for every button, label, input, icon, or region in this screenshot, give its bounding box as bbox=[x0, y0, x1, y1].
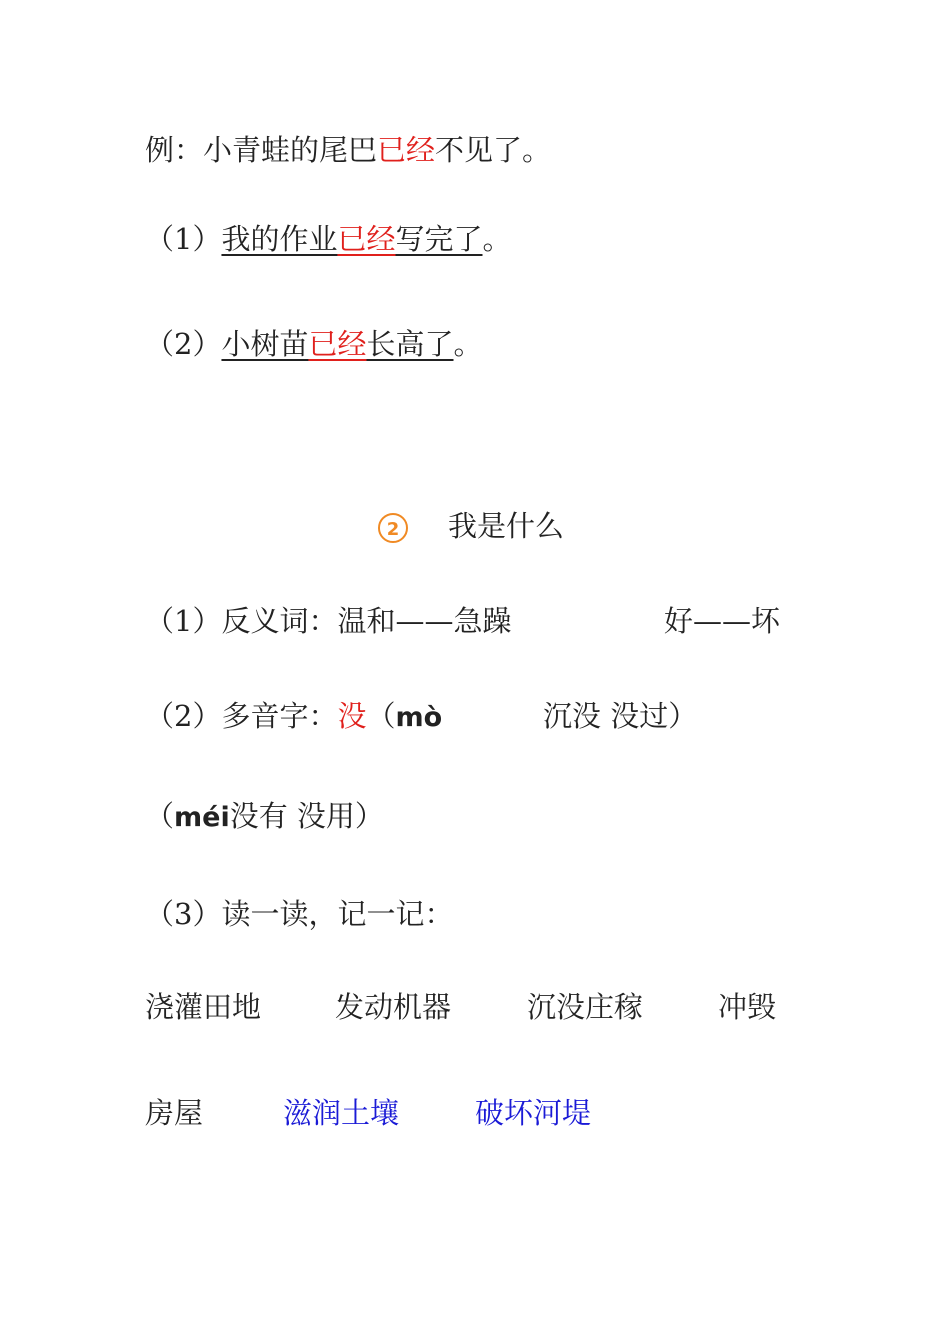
antonym-pair-2: 好——坏 bbox=[664, 604, 781, 638]
reading-word: 房屋 bbox=[145, 1096, 204, 1130]
example-suffix: 不见了。 bbox=[435, 133, 552, 167]
sentence-2-end: 。 bbox=[453, 327, 483, 361]
example-keyword: 已经 bbox=[377, 133, 436, 167]
reading-word: 冲毁 bbox=[718, 990, 777, 1024]
polyphone-line-2 bbox=[145, 799, 384, 834]
reading-word: 发动机器 bbox=[335, 990, 452, 1024]
sentence-1-part1: 我的作业 bbox=[221, 222, 338, 256]
sentence-1-keyword: 已经 bbox=[337, 222, 396, 256]
sentence-2 bbox=[145, 327, 483, 362]
polyphone-char: 没 bbox=[337, 699, 367, 733]
antonyms-label: （1）反义词： bbox=[145, 604, 338, 638]
sentence-2-number: （2） bbox=[145, 327, 222, 361]
sentence-1-part2: 写完了 bbox=[395, 222, 483, 256]
example-line bbox=[145, 133, 551, 168]
reading-word: 浇灌田地 bbox=[145, 990, 262, 1024]
sentence-1 bbox=[145, 222, 512, 257]
sentence-2-keyword: 已经 bbox=[308, 327, 367, 361]
sentence-1-number: （1） bbox=[145, 222, 222, 256]
polyphone-open-2: （ bbox=[145, 799, 175, 833]
reading-word-highlight: 破坏河堤 bbox=[475, 1096, 592, 1130]
sentence-1-end: 。 bbox=[482, 222, 512, 256]
polyphone-words-2: 没有 没用） bbox=[229, 799, 384, 833]
section-heading bbox=[378, 509, 564, 544]
reading-label: （3）读一读，记一记： bbox=[145, 897, 454, 931]
polyphone-open-1: （ bbox=[366, 699, 396, 733]
polyphone-line bbox=[145, 699, 442, 734]
antonyms-line bbox=[145, 604, 511, 639]
polyphone-label: （2）多音字： bbox=[145, 699, 338, 733]
reading-word: 沉没庄稼 bbox=[527, 990, 644, 1024]
polyphone-pinyin-1: mò bbox=[395, 702, 443, 733]
section-title: 我是什么 bbox=[448, 509, 565, 543]
antonym-pair-1: 温和——急躁 bbox=[337, 604, 512, 638]
polyphone-words-1: 沉没 没过） bbox=[543, 699, 698, 733]
section-number-circle: 2 bbox=[378, 513, 408, 543]
polyphone-pinyin-2: méi bbox=[174, 802, 230, 833]
sentence-2-part1: 小树苗 bbox=[221, 327, 309, 361]
reading-word-highlight: 滋润土壤 bbox=[283, 1096, 400, 1130]
sentence-2-part2: 长高了 bbox=[366, 327, 454, 361]
example-prefix: 例：小青蛙的尾巴 bbox=[145, 133, 378, 167]
